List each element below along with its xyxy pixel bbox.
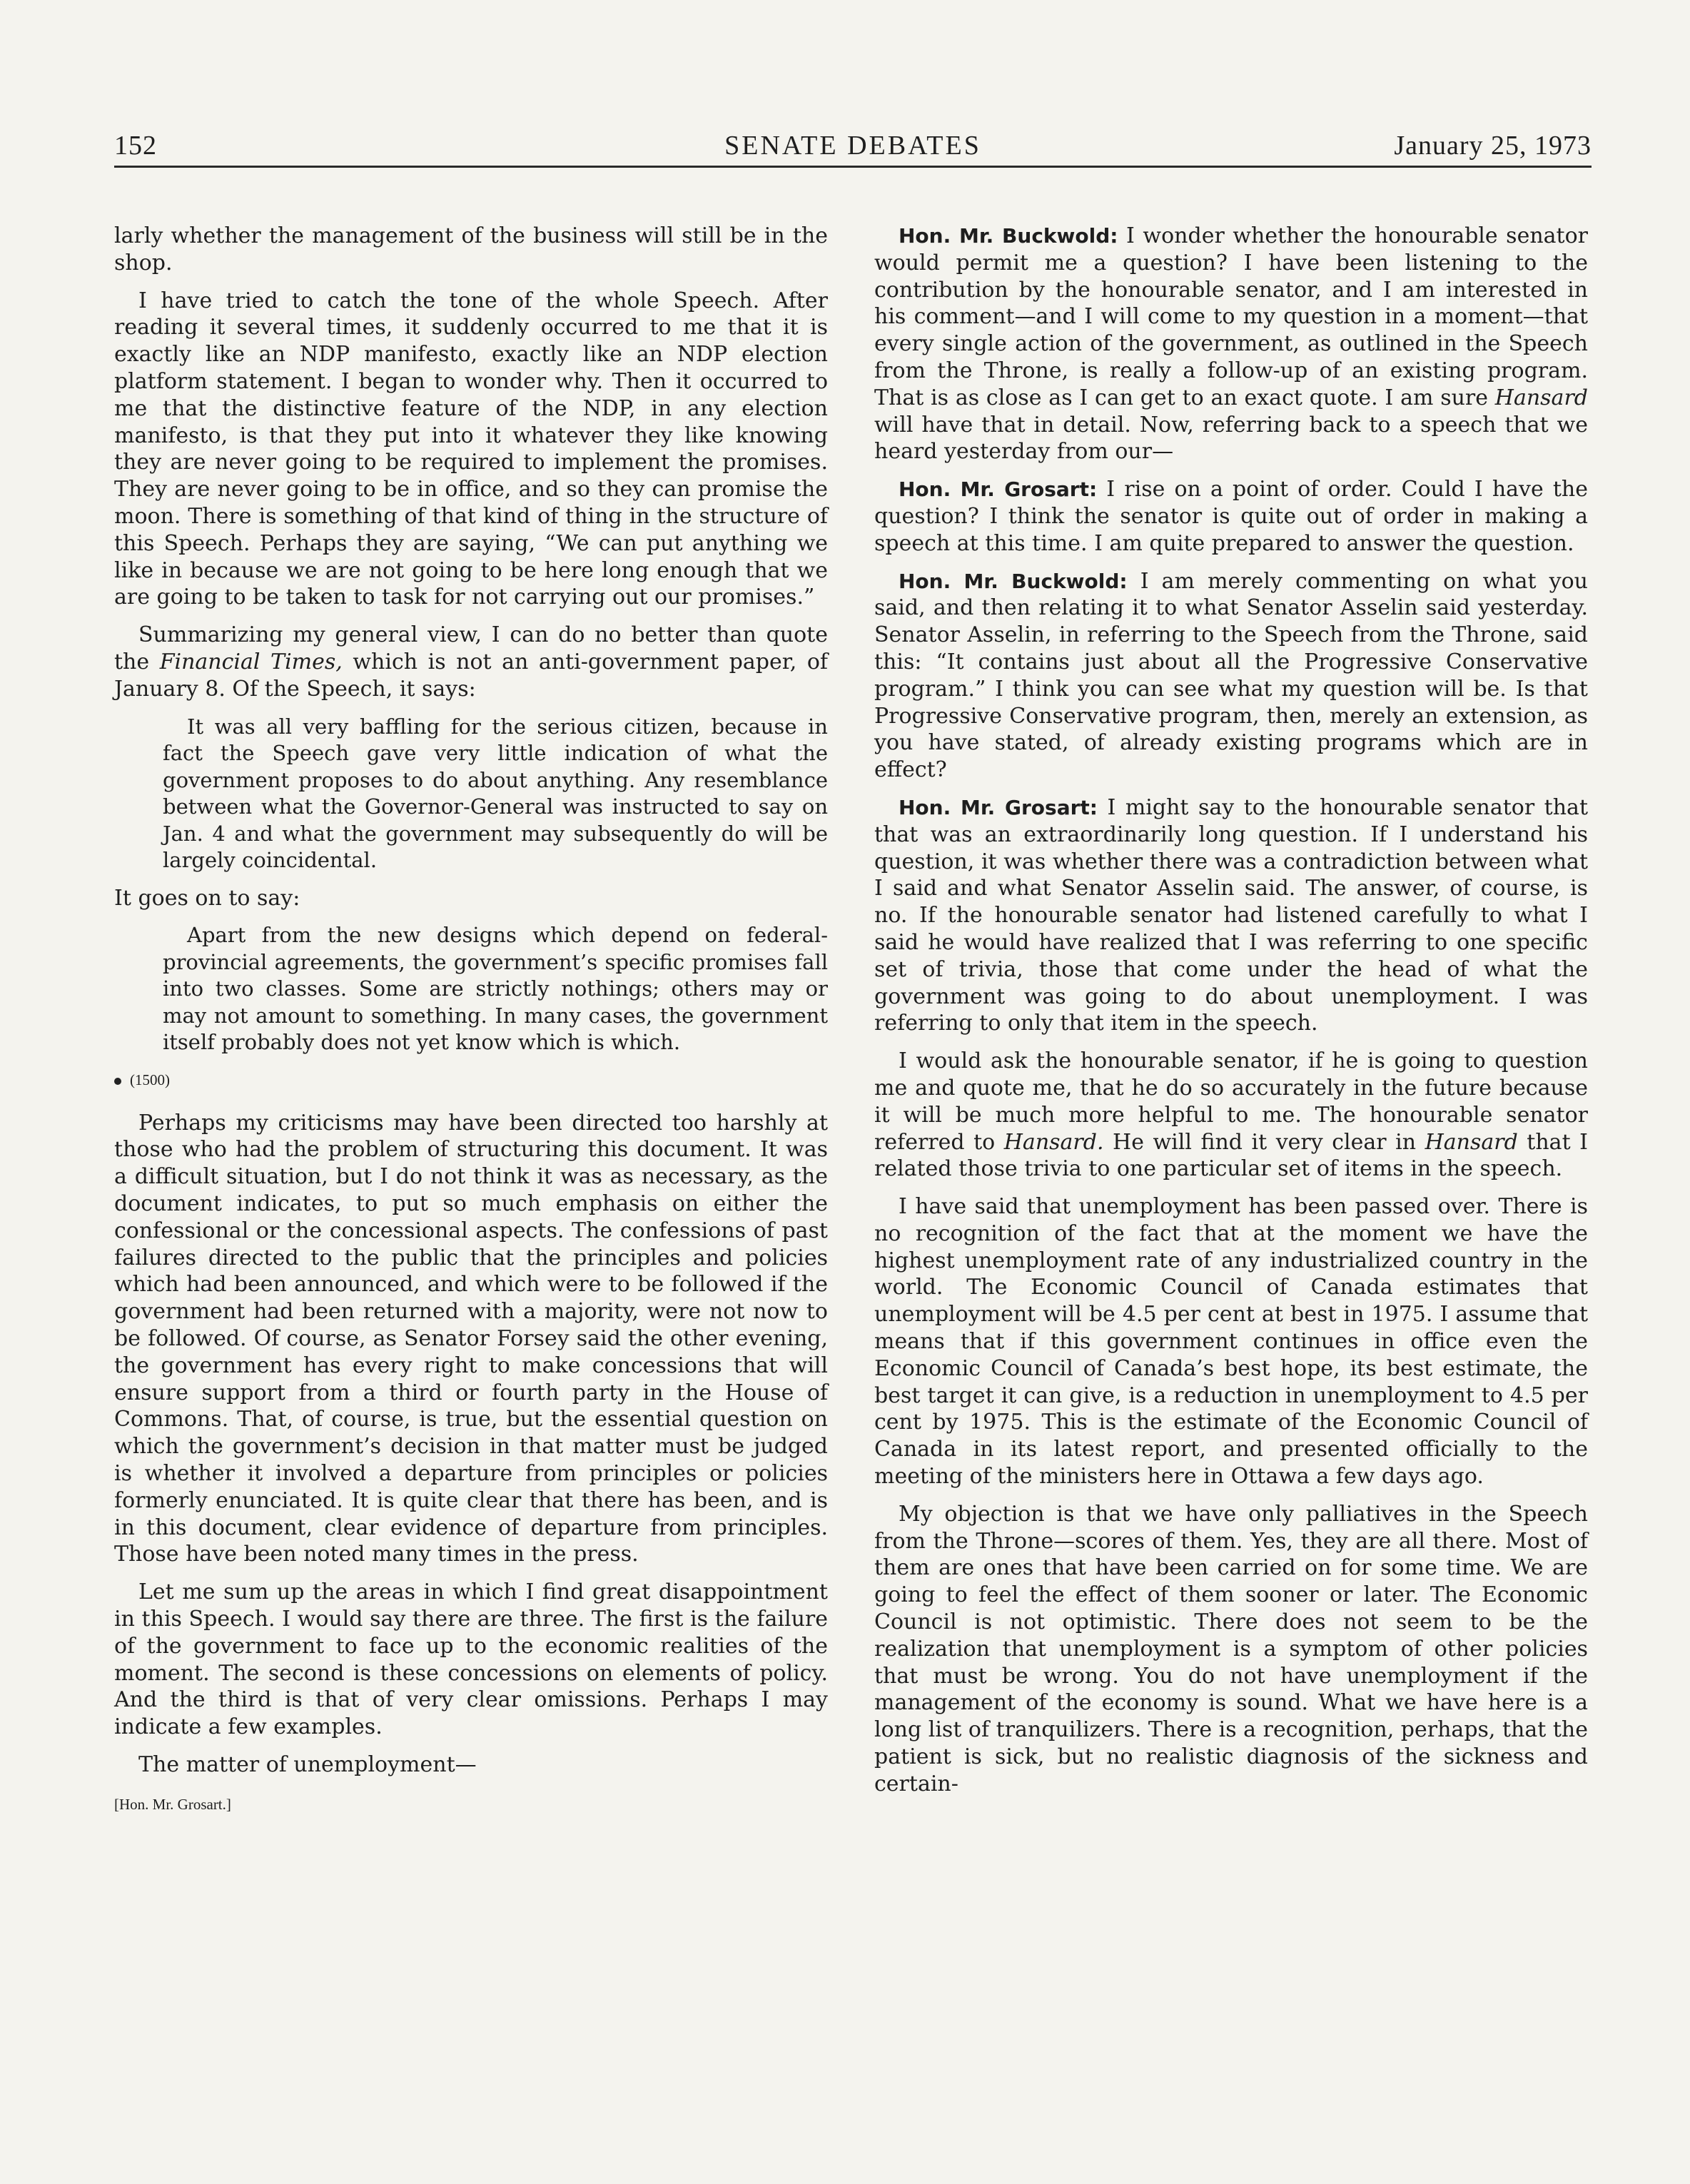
speech-paragraph — [874, 568, 1588, 784]
paragraph: Perhaps my criticisms may have been directed too harshly at those who had the problem of structuring this document. It was a difficult situation, but I do not think it was as necessary, as the document indicates, to put so much emphasis on either the confessional or the concessional aspects. The confessions of past failures directed to the public that the principles and policies which had been announced, and which were to be followed if the government had been returned with a majority, were not now to be followed. Of course, as Senator Forsey said the other evening, the government has every right to make concessions that will ensure support from a third or fourth party in the House of Commons. That, of course, is true, but the essential question on which the government’s decision in that matter must be judged is whether it involved a departure from principles or policies formerly enunciated. It is quite clear that there has been, and is in this document, clear evidence of departure from principles. Those have been noted many times in the press. — [114, 1110, 828, 1567]
italic-title: Hansard — [1494, 385, 1588, 410]
paragraph: I have tried to catch the tone of the whole Speech. After reading it several times, it suddenly occurred to me that it is exactly like an NDP manifesto, exactly like an NDP election platform statement. I began to wonder why. Then it occurred to me that the distinctive feature of the NDP, in any election manifesto, is that they put into it whatever they like knowing they are never going to be required to implement the promises. They are never going to be in office, and so they can promise the moon. There is something of that kind of thing in the structure of this Speech. Perhaps they are saying, “We can put anything we like in because we are not going to be here long enough that we are going to be taken to task for not carrying out our promises.” — [114, 288, 828, 610]
paragraph: My objection is that we have only palliatives in the Speech from the Throne—scores of them. Yes, they are all there. Most of them are ones that have been carried on for some time. We are going to feel the effect of them sooner or later. The Economic Council is not optimistic. There does not seem to be the realization that unemployment is a symptom of other policies that must be wrong. You do not have unemployment if the management of the economy is sound. What we have here is a long list of tranquilizers. There is a recognition, perhaps, that the patient is sick, but no realistic diagnosis of the sickness and certain- — [874, 1501, 1588, 1796]
left-column — [114, 223, 828, 1829]
speaker-name: Hon. Mr. Grosart: — [899, 477, 1098, 502]
text-run: that I related those trivia to one particular set of items in the speech. — [874, 1129, 1589, 1182]
text-run: Summarizing my general view, I can do no better than quote the — [114, 622, 828, 674]
text-run: I would ask the honourable senator, if he is going to question me and quote me, that he do so accurately in the future because it will be much more helpful to me. The honourable senator referred to — [874, 1048, 1588, 1155]
paragraph: Let me sum up the areas in which I find great disappointment in this Speech. I would say there are three. The first is the failure of the government to face up to the economic realities of the moment. The second is these concessions on elements of policy. And the third is that of very clear omissions. Perhaps I may indicate a few examples. — [114, 1579, 828, 1740]
speech-paragraph — [874, 476, 1588, 557]
page-number: 152 — [114, 131, 157, 161]
speaker-name: Hon. Mr. Buckwold: — [899, 569, 1128, 593]
block-quote: It was all very baffling for the serious citizen, because in fact the Speech gave very little indication of what the government proposes to do about anything. Any resemblance between what the Governor-General was instructed to say on Jan. 4 and what the government may subsequently do will be largely coincidental. — [163, 714, 828, 873]
text-run: I am merely commenting on what you said, and then relating it to what Senator Asselin said yesterday. Senator Asselin, in referring to the Speech from the Throne, said this: “It contains just about all the Progressive Conservative program.” I think you can see what my question will be. Is that Progressive Conservative program, then, merely an extension, as you have stated, of already existing programs which are in effect? — [874, 568, 1588, 783]
text-run: I rise on a point of order. Could I have the question? I think the senator is quite out of order in making a speech at this time. I am quite prepared to answer the question. — [874, 477, 1588, 556]
text-run: will have that in detail. Now, referring back to a speech that we heard yesterday from our— — [874, 412, 1588, 465]
page-date: January 25, 1973 — [1394, 131, 1592, 161]
block-quote: Apart from the new designs which depend on federal-provincial agreements, the government’s specific promises fall into two classes. Some are strictly nothings; others may or may not amount to something. In many cases, the government itself probably does not yet know which is which. — [163, 923, 828, 1055]
text-run: which is not an anti-government paper, of January 8. Of the Speech, it says: — [114, 649, 828, 702]
text-run: He will find it very clear in — [1103, 1129, 1425, 1155]
text-run: I wonder whether the honourable senator would permit me a question? I have been listening to the contribution by the honourable senator, and I am interested in his comment—and I will come to my question in a moment—that every single action of the government, as outlined in the Speech from the Throne, is really a follow-up of an existing program. That is as close as I can get to an exact quote. I am sure — [874, 223, 1588, 410]
publication-title: SENATE DEBATES — [724, 131, 981, 161]
italic-title: Hansard — [1425, 1129, 1518, 1155]
page-header — [114, 127, 1592, 168]
text-run: I might say to the honourable senator that that was an extraordinarily long question. If I understand his question, it was whether there was a contradiction between what I said and what Senator Asselin said. The answer, of course, is no. If the honourable senator had listened carefully to what I said he would have realized that I was referring to one specific set of trivia, those that come under the head of what the government was going to do about unemployment. I was referring to only that item in the speech. — [874, 794, 1588, 1036]
speaker-name: Hon. Mr. Grosart: — [899, 795, 1098, 819]
speech-paragraph — [874, 223, 1588, 465]
paragraph: I have said that unemployment has been passed over. There is no recognition of the fact that at the moment we have the highest unemployment rate of any industrialized country in the world. The Economic Council of Canada estimates that unemployment will be 4.5 per cent at best in 1975. I assume that means that if this government continues in office even the Economic Council of Canada’s best hope, its best estimate, the best target it can give, is a reduction in unemployment to 4.5 per cent by 1975. This is the estimate of the Economic Council of Canada in its latest report, and presented officially to the meeting of the ministers here in Ottawa a few days ago. — [874, 1194, 1588, 1490]
time-marker — [114, 1067, 828, 1094]
paragraph — [874, 1048, 1588, 1183]
speaker-footer: [Hon. Mr. Grosart.] — [114, 1795, 231, 1813]
speaker-name: Hon. Mr. Buckwold: — [899, 224, 1118, 248]
italic-title: Financial Times, — [159, 649, 343, 674]
italic-title: Hansard. — [1003, 1129, 1104, 1155]
paragraph: The matter of unemployment— — [138, 1751, 477, 1777]
paragraph — [114, 622, 828, 702]
time-marker-label: (1500) — [130, 1071, 170, 1088]
paragraph: It goes on to say: — [114, 885, 300, 911]
speech-paragraph — [874, 794, 1588, 1037]
right-column — [874, 223, 1588, 1809]
bullet-icon — [114, 1078, 121, 1085]
paragraph: larly whether the management of the business will still be in the shop. — [114, 223, 828, 275]
